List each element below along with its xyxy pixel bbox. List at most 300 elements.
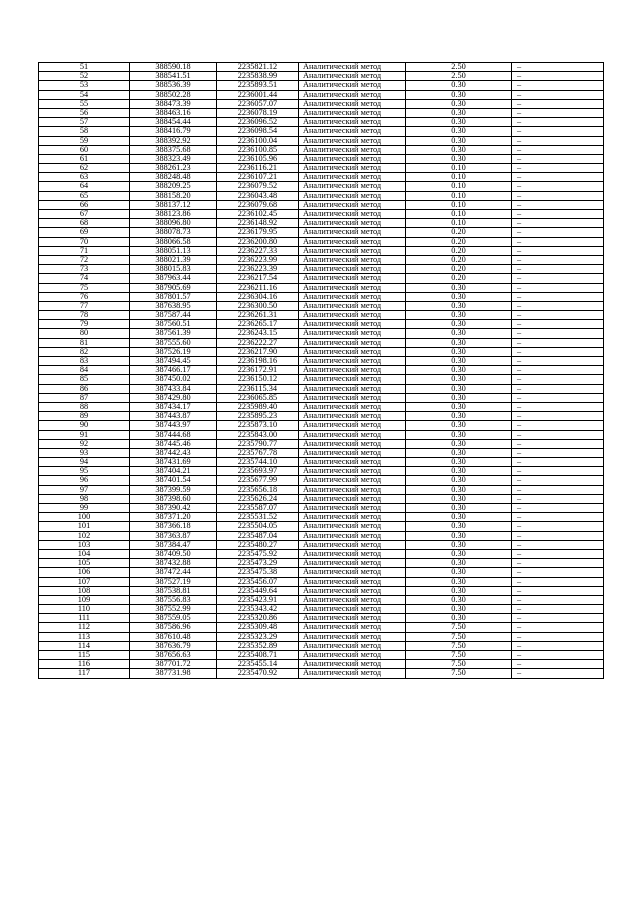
note-cell: –: [512, 568, 604, 577]
x-coordinate-cell: 388066.58: [130, 237, 217, 246]
table-row: [39, 586, 604, 595]
point-number-cell: 83: [39, 357, 130, 366]
table-row: [39, 522, 604, 531]
table-row: [39, 366, 604, 375]
table-row: [39, 577, 604, 586]
table-row: [39, 164, 604, 173]
point-number-cell: 102: [39, 531, 130, 540]
table-row: [39, 623, 604, 632]
point-number-cell: 88: [39, 402, 130, 411]
table-row: [39, 421, 604, 430]
x-coordinate-cell: 388323.49: [130, 154, 217, 163]
y-coordinate-cell: 2235626.24: [217, 494, 299, 503]
method-cell: Аналитический метод: [299, 540, 406, 549]
point-number-cell: 53: [39, 81, 130, 90]
table-row: [39, 513, 604, 522]
x-coordinate-cell: 388392.92: [130, 136, 217, 145]
note-cell: –: [512, 164, 604, 173]
note-cell: –: [512, 255, 604, 264]
point-number-cell: 92: [39, 439, 130, 448]
accuracy-cell: 0.10: [406, 173, 512, 182]
method-cell: Аналитический метод: [299, 485, 406, 494]
method-cell: Аналитический метод: [299, 504, 406, 513]
y-coordinate-cell: 2236043.48: [217, 191, 299, 200]
note-cell: –: [512, 614, 604, 623]
y-coordinate-cell: 2236150.12: [217, 375, 299, 384]
point-number-cell: 112: [39, 623, 130, 632]
x-coordinate-cell: 387586.96: [130, 623, 217, 632]
table-row: [39, 237, 604, 246]
table-row: [39, 219, 604, 228]
point-number-cell: 76: [39, 292, 130, 301]
method-cell: Аналитический метод: [299, 402, 406, 411]
method-cell: Аналитический метод: [299, 651, 406, 660]
y-coordinate-cell: 2235449.64: [217, 586, 299, 595]
method-cell: Аналитический метод: [299, 366, 406, 375]
table-row: [39, 430, 604, 439]
note-cell: –: [512, 246, 604, 255]
x-coordinate-cell: 388209.25: [130, 182, 217, 191]
note-cell: –: [512, 219, 604, 228]
table-row: [39, 81, 604, 90]
method-cell: Аналитический метод: [299, 393, 406, 402]
y-coordinate-cell: 2235895.23: [217, 412, 299, 421]
note-cell: –: [512, 504, 604, 513]
accuracy-cell: 0.30: [406, 301, 512, 310]
x-coordinate-cell: 387398.60: [130, 494, 217, 503]
note-cell: –: [512, 191, 604, 200]
table-row: [39, 641, 604, 650]
y-coordinate-cell: 2236001.44: [217, 90, 299, 99]
note-cell: –: [512, 210, 604, 219]
point-number-cell: 72: [39, 255, 130, 264]
table-row: [39, 329, 604, 338]
y-coordinate-cell: 2236148.92: [217, 219, 299, 228]
table-row: [39, 485, 604, 494]
accuracy-cell: 7.50: [406, 632, 512, 641]
method-cell: Аналитический метод: [299, 660, 406, 669]
x-coordinate-cell: 387390.42: [130, 504, 217, 513]
note-cell: –: [512, 173, 604, 182]
point-number-cell: 55: [39, 99, 130, 108]
point-number-cell: 74: [39, 274, 130, 283]
table-row: [39, 108, 604, 117]
method-cell: Аналитический метод: [299, 329, 406, 338]
table-row: [39, 504, 604, 513]
point-number-cell: 79: [39, 320, 130, 329]
accuracy-cell: 7.50: [406, 641, 512, 650]
table-row: [39, 200, 604, 209]
note-cell: –: [512, 412, 604, 421]
x-coordinate-cell: 387443.87: [130, 412, 217, 421]
x-coordinate-cell: 387801.57: [130, 292, 217, 301]
method-cell: Аналитический метод: [299, 577, 406, 586]
method-cell: Аналитический метод: [299, 228, 406, 237]
method-cell: Аналитический метод: [299, 320, 406, 329]
point-number-cell: 73: [39, 265, 130, 274]
note-cell: –: [512, 366, 604, 375]
table-row: [39, 118, 604, 127]
y-coordinate-cell: 2235838.99: [217, 72, 299, 81]
note-cell: –: [512, 292, 604, 301]
table-row: [39, 127, 604, 136]
accuracy-cell: 0.30: [406, 402, 512, 411]
table-row: [39, 357, 604, 366]
x-coordinate-cell: 388021.39: [130, 255, 217, 264]
note-cell: –: [512, 375, 604, 384]
accuracy-cell: 0.30: [406, 145, 512, 154]
method-cell: Аналитический метод: [299, 200, 406, 209]
point-number-cell: 95: [39, 467, 130, 476]
point-number-cell: 109: [39, 595, 130, 604]
method-cell: Аналитический метод: [299, 127, 406, 136]
x-coordinate-cell: 388502.28: [130, 90, 217, 99]
x-coordinate-cell: 388536.39: [130, 81, 217, 90]
note-cell: –: [512, 421, 604, 430]
x-coordinate-cell: 387526.19: [130, 347, 217, 356]
x-coordinate-cell: 388541.51: [130, 72, 217, 81]
table-row: [39, 412, 604, 421]
method-cell: Аналитический метод: [299, 347, 406, 356]
accuracy-cell: 0.30: [406, 154, 512, 163]
y-coordinate-cell: 2236100.04: [217, 136, 299, 145]
note-cell: –: [512, 136, 604, 145]
note-cell: –: [512, 154, 604, 163]
table-row: [39, 154, 604, 163]
accuracy-cell: 0.30: [406, 504, 512, 513]
accuracy-cell: 0.30: [406, 81, 512, 90]
x-coordinate-cell: 387429.80: [130, 393, 217, 402]
method-cell: Аналитический метод: [299, 99, 406, 108]
accuracy-cell: 0.30: [406, 90, 512, 99]
table-row: [39, 311, 604, 320]
accuracy-cell: 0.30: [406, 568, 512, 577]
note-cell: –: [512, 347, 604, 356]
x-coordinate-cell: 387556.83: [130, 595, 217, 604]
method-cell: Аналитический метод: [299, 531, 406, 540]
note-cell: –: [512, 228, 604, 237]
y-coordinate-cell: 2235423.91: [217, 595, 299, 604]
x-coordinate-cell: 387366.18: [130, 522, 217, 531]
note-cell: –: [512, 669, 604, 678]
x-coordinate-cell: 388416.79: [130, 127, 217, 136]
x-coordinate-cell: 388123.86: [130, 210, 217, 219]
method-cell: Аналитический метод: [299, 412, 406, 421]
table-row: [39, 568, 604, 577]
method-cell: Аналитический метод: [299, 173, 406, 182]
accuracy-cell: 0.30: [406, 118, 512, 127]
table-row: [39, 145, 604, 154]
method-cell: Аналитический метод: [299, 145, 406, 154]
point-number-cell: 100: [39, 513, 130, 522]
accuracy-cell: 0.30: [406, 476, 512, 485]
point-number-cell: 103: [39, 540, 130, 549]
table-row: [39, 632, 604, 641]
x-coordinate-cell: 387561.39: [130, 329, 217, 338]
y-coordinate-cell: 2236243.15: [217, 329, 299, 338]
method-cell: Аналитический метод: [299, 182, 406, 191]
method-cell: Аналитический метод: [299, 439, 406, 448]
y-coordinate-cell: 2235352.89: [217, 641, 299, 650]
accuracy-cell: 0.30: [406, 366, 512, 375]
method-cell: Аналитический метод: [299, 605, 406, 614]
y-coordinate-cell: 2236227.33: [217, 246, 299, 255]
table-row: [39, 72, 604, 81]
accuracy-cell: 7.50: [406, 651, 512, 660]
method-cell: Аналитический метод: [299, 586, 406, 595]
table-row: [39, 448, 604, 457]
x-coordinate-cell: 387434.17: [130, 402, 217, 411]
method-cell: Аналитический метод: [299, 375, 406, 384]
y-coordinate-cell: 2235744.10: [217, 458, 299, 467]
y-coordinate-cell: 2236079.68: [217, 200, 299, 209]
note-cell: –: [512, 182, 604, 191]
y-coordinate-cell: 2235470.92: [217, 669, 299, 678]
note-cell: –: [512, 595, 604, 604]
accuracy-cell: 0.30: [406, 595, 512, 604]
note-cell: –: [512, 485, 604, 494]
x-coordinate-cell: 387431.69: [130, 458, 217, 467]
point-number-cell: 56: [39, 108, 130, 117]
y-coordinate-cell: 2236115.34: [217, 384, 299, 393]
x-coordinate-cell: 388051.13: [130, 246, 217, 255]
method-cell: Аналитический метод: [299, 311, 406, 320]
y-coordinate-cell: 2236198.16: [217, 357, 299, 366]
y-coordinate-cell: 2236100.85: [217, 145, 299, 154]
y-coordinate-cell: 2236223.39: [217, 265, 299, 274]
x-coordinate-cell: 387731.98: [130, 669, 217, 678]
table-row: [39, 210, 604, 219]
point-number-cell: 91: [39, 430, 130, 439]
method-cell: Аналитический метод: [299, 384, 406, 393]
point-number-cell: 87: [39, 393, 130, 402]
method-cell: Аналитический метод: [299, 448, 406, 457]
y-coordinate-cell: 2236102.45: [217, 210, 299, 219]
accuracy-cell: 0.30: [406, 283, 512, 292]
method-cell: Аналитический метод: [299, 210, 406, 219]
point-number-cell: 104: [39, 549, 130, 558]
y-coordinate-cell: 2236098.54: [217, 127, 299, 136]
y-coordinate-cell: 2235531.52: [217, 513, 299, 522]
table-row: [39, 136, 604, 145]
table-row: [39, 320, 604, 329]
x-coordinate-cell: 387404.21: [130, 467, 217, 476]
y-coordinate-cell: 2236223.99: [217, 255, 299, 264]
x-coordinate-cell: 387610.48: [130, 632, 217, 641]
method-cell: Аналитический метод: [299, 90, 406, 99]
note-cell: –: [512, 540, 604, 549]
table-row: [39, 549, 604, 558]
table-row: [39, 90, 604, 99]
method-cell: Аналитический метод: [299, 669, 406, 678]
accuracy-cell: 0.30: [406, 448, 512, 457]
point-number-cell: 78: [39, 311, 130, 320]
x-coordinate-cell: 388015.83: [130, 265, 217, 274]
note-cell: –: [512, 458, 604, 467]
note-cell: –: [512, 311, 604, 320]
note-cell: –: [512, 577, 604, 586]
point-number-cell: 97: [39, 485, 130, 494]
method-cell: Аналитический метод: [299, 237, 406, 246]
x-coordinate-cell: 387587.44: [130, 311, 217, 320]
accuracy-cell: 0.30: [406, 513, 512, 522]
note-cell: –: [512, 237, 604, 246]
method-cell: Аналитический метод: [299, 458, 406, 467]
point-number-cell: 80: [39, 329, 130, 338]
note-cell: –: [512, 99, 604, 108]
method-cell: Аналитический метод: [299, 476, 406, 485]
note-cell: –: [512, 641, 604, 650]
note-cell: –: [512, 393, 604, 402]
point-number-cell: 108: [39, 586, 130, 595]
table-row: [39, 402, 604, 411]
method-cell: Аналитический метод: [299, 494, 406, 503]
note-cell: –: [512, 274, 604, 283]
point-number-cell: 59: [39, 136, 130, 145]
note-cell: –: [512, 301, 604, 310]
y-coordinate-cell: 2235989.40: [217, 402, 299, 411]
point-number-cell: 105: [39, 559, 130, 568]
table-row: [39, 173, 604, 182]
table-row: [39, 265, 604, 274]
note-cell: –: [512, 338, 604, 347]
point-number-cell: 85: [39, 375, 130, 384]
accuracy-cell: 0.30: [406, 549, 512, 558]
note-cell: –: [512, 476, 604, 485]
y-coordinate-cell: 2235456.07: [217, 577, 299, 586]
point-number-cell: 71: [39, 246, 130, 255]
accuracy-cell: 0.30: [406, 320, 512, 329]
accuracy-cell: 0.30: [406, 311, 512, 320]
note-cell: –: [512, 402, 604, 411]
table-row: [39, 458, 604, 467]
accuracy-cell: 0.20: [406, 228, 512, 237]
y-coordinate-cell: 2235343.42: [217, 605, 299, 614]
x-coordinate-cell: 387399.59: [130, 485, 217, 494]
y-coordinate-cell: 2235455.14: [217, 660, 299, 669]
y-coordinate-cell: 2236078.19: [217, 108, 299, 117]
x-coordinate-cell: 388248.48: [130, 173, 217, 182]
x-coordinate-cell: 387432.88: [130, 559, 217, 568]
y-coordinate-cell: 2236057.07: [217, 99, 299, 108]
table-row: [39, 384, 604, 393]
x-coordinate-cell: 388261.23: [130, 164, 217, 173]
accuracy-cell: 0.30: [406, 393, 512, 402]
y-coordinate-cell: 2236179.95: [217, 228, 299, 237]
point-number-cell: 51: [39, 63, 130, 72]
method-cell: Аналитический метод: [299, 246, 406, 255]
accuracy-cell: 0.30: [406, 136, 512, 145]
y-coordinate-cell: 2235873.10: [217, 421, 299, 430]
y-coordinate-cell: 2235504.05: [217, 522, 299, 531]
note-cell: –: [512, 384, 604, 393]
accuracy-cell: 0.30: [406, 458, 512, 467]
x-coordinate-cell: 387963.44: [130, 274, 217, 283]
table-row: [39, 614, 604, 623]
point-number-cell: 61: [39, 154, 130, 163]
note-cell: –: [512, 108, 604, 117]
x-coordinate-cell: 387409.50: [130, 549, 217, 558]
y-coordinate-cell: 2235475.92: [217, 549, 299, 558]
table-row: [39, 531, 604, 540]
y-coordinate-cell: 2235767.78: [217, 448, 299, 457]
x-coordinate-cell: 387401.54: [130, 476, 217, 485]
note-cell: –: [512, 72, 604, 81]
method-cell: Аналитический метод: [299, 614, 406, 623]
point-number-cell: 116: [39, 660, 130, 669]
x-coordinate-cell: 387527.19: [130, 577, 217, 586]
method-cell: Аналитический метод: [299, 274, 406, 283]
point-number-cell: 84: [39, 366, 130, 375]
y-coordinate-cell: 2236172.91: [217, 366, 299, 375]
note-cell: –: [512, 127, 604, 136]
table-row: [39, 246, 604, 255]
method-cell: Аналитический метод: [299, 191, 406, 200]
x-coordinate-cell: 388473.39: [130, 99, 217, 108]
y-coordinate-cell: 2235893.51: [217, 81, 299, 90]
point-number-cell: 63: [39, 173, 130, 182]
accuracy-cell: 0.30: [406, 412, 512, 421]
note-cell: –: [512, 531, 604, 540]
table-row: [39, 393, 604, 402]
accuracy-cell: 0.10: [406, 200, 512, 209]
method-cell: Аналитический метод: [299, 430, 406, 439]
accuracy-cell: 0.30: [406, 467, 512, 476]
y-coordinate-cell: 2236116.21: [217, 164, 299, 173]
x-coordinate-cell: 387560.51: [130, 320, 217, 329]
note-cell: –: [512, 357, 604, 366]
point-number-cell: 57: [39, 118, 130, 127]
x-coordinate-cell: 387494.45: [130, 357, 217, 366]
y-coordinate-cell: 2235320.86: [217, 614, 299, 623]
method-cell: Аналитический метод: [299, 108, 406, 117]
accuracy-cell: 0.30: [406, 439, 512, 448]
accuracy-cell: 0.20: [406, 255, 512, 264]
method-cell: Аналитический метод: [299, 283, 406, 292]
x-coordinate-cell: 387559.05: [130, 614, 217, 623]
y-coordinate-cell: 2235309.48: [217, 623, 299, 632]
method-cell: Аналитический метод: [299, 641, 406, 650]
point-number-cell: 110: [39, 605, 130, 614]
accuracy-cell: 7.50: [406, 669, 512, 678]
table-row: [39, 182, 604, 191]
method-cell: Аналитический метод: [299, 623, 406, 632]
note-cell: –: [512, 549, 604, 558]
note-cell: –: [512, 90, 604, 99]
accuracy-cell: 0.30: [406, 577, 512, 586]
x-coordinate-cell: 387363.87: [130, 531, 217, 540]
point-number-cell: 66: [39, 200, 130, 209]
x-coordinate-cell: 387538.81: [130, 586, 217, 595]
point-number-cell: 52: [39, 72, 130, 81]
table-row: [39, 439, 604, 448]
point-number-cell: 54: [39, 90, 130, 99]
table-row: [39, 274, 604, 283]
note-cell: –: [512, 605, 604, 614]
table-row: [39, 494, 604, 503]
point-number-cell: 82: [39, 347, 130, 356]
method-cell: Аналитический метод: [299, 219, 406, 228]
x-coordinate-cell: 387371.20: [130, 513, 217, 522]
point-number-cell: 101: [39, 522, 130, 531]
y-coordinate-cell: 2236211.16: [217, 283, 299, 292]
method-cell: Аналитический метод: [299, 136, 406, 145]
x-coordinate-cell: 388454.44: [130, 118, 217, 127]
table-row: [39, 595, 604, 604]
accuracy-cell: 0.30: [406, 384, 512, 393]
accuracy-cell: 0.30: [406, 375, 512, 384]
y-coordinate-cell: 2235656.18: [217, 485, 299, 494]
